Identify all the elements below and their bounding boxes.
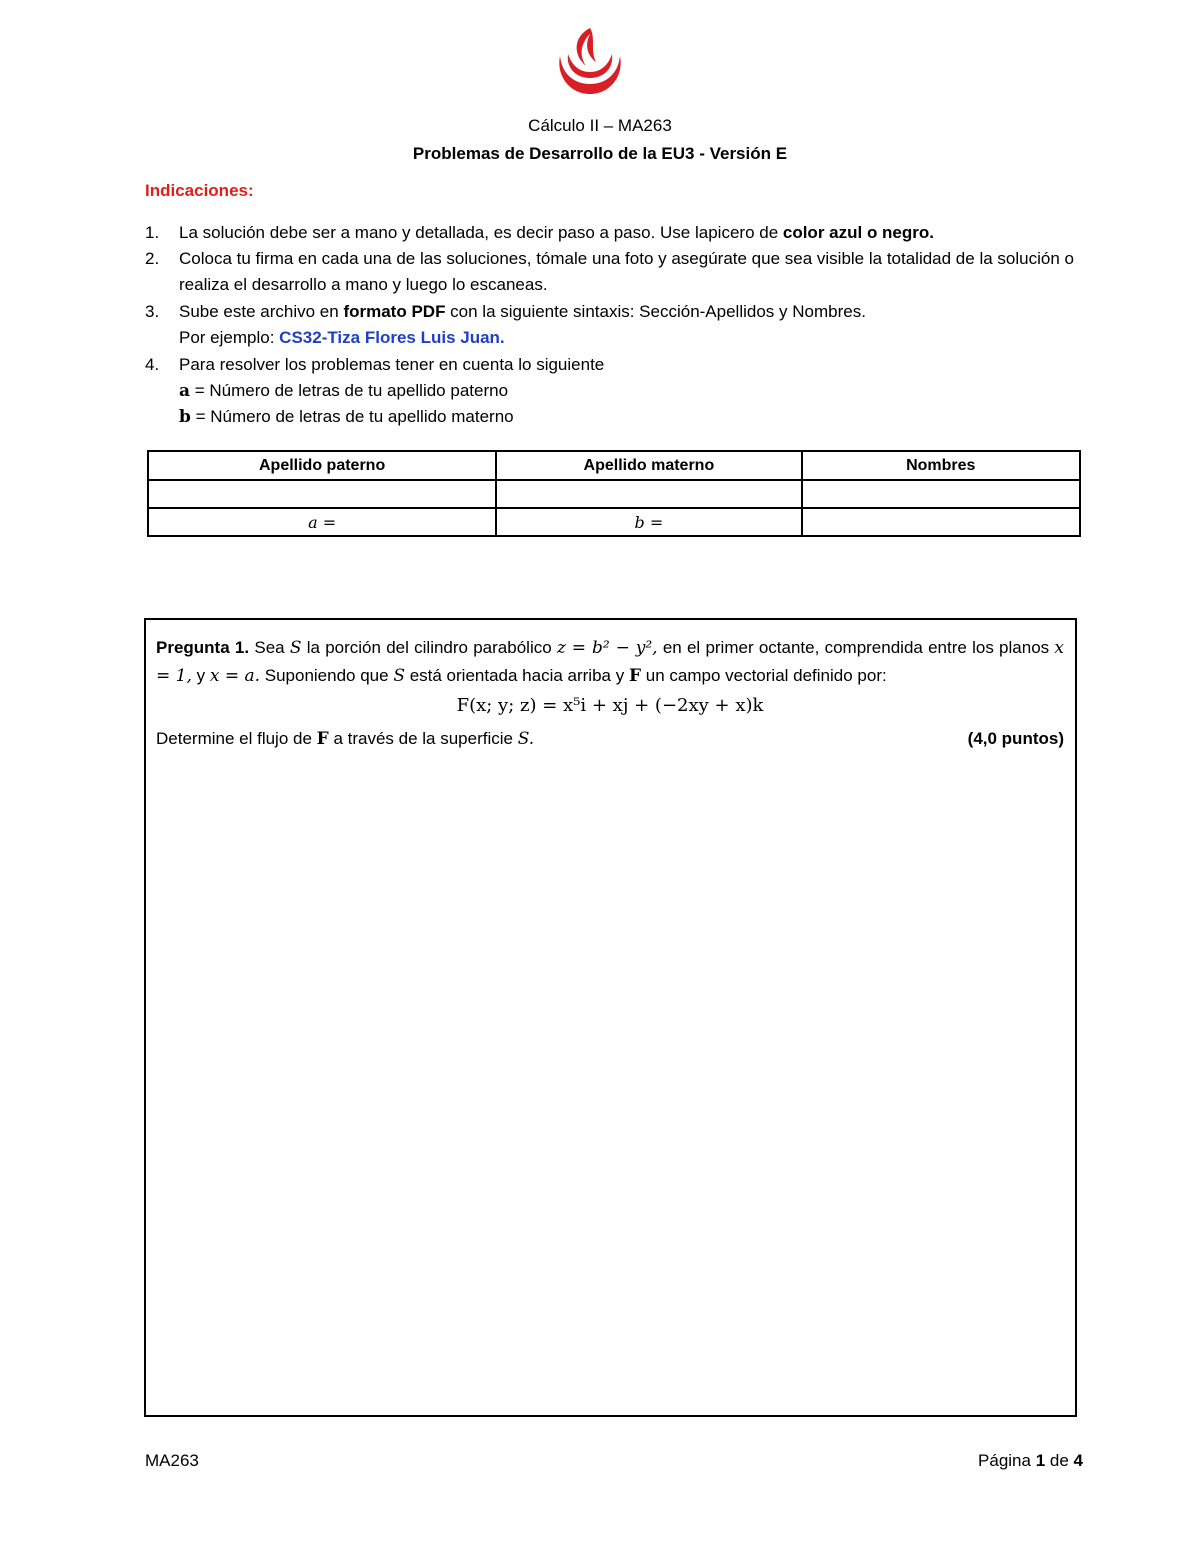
points-label: (4,0 puntos)	[967, 729, 1064, 748]
of-label: de	[1045, 1451, 1074, 1470]
apellido-paterno-field[interactable]	[148, 480, 496, 508]
item-bold-text: formato PDF	[343, 302, 446, 321]
footer-course-code: MA263	[145, 1451, 199, 1470]
table-header-row	[148, 451, 1080, 480]
b-value-field[interactable]: b =	[496, 508, 801, 536]
item-number: 3.	[145, 302, 160, 321]
footer-page-number	[978, 1451, 1083, 1471]
example-value: CS32-Tiza Flores Luis Juan.	[279, 328, 505, 347]
item-number: 1.	[145, 223, 160, 242]
question-fragment: Determine el flujo de	[156, 729, 317, 748]
question-fragment: Sea	[249, 638, 290, 657]
var-b-text: = Número de letras de tu apellido materno	[190, 407, 514, 426]
item-text: La solución debe ser a mano y detallada, es decir paso a paso. Use lapicero de	[179, 223, 783, 242]
header-apellido-materno: Apellido materno	[496, 451, 801, 480]
example-label: Por ejemplo:	[179, 328, 280, 347]
item-text: Coloca tu firma en cada una de las soluciones, tómale una foto y asegúrate que sea visible la totalidad de la solución o realiza el desarrollo a mano y luego lo escaneas.	[179, 249, 1074, 294]
var-b: b	[179, 407, 191, 427]
item-text-rest: con la siguiente sintaxis: Sección-Apellidos y Nombres.	[445, 302, 866, 321]
question-fragment: Suponiendo que	[260, 666, 394, 685]
question-box	[144, 618, 1077, 1417]
nombres-field[interactable]	[802, 480, 1080, 508]
table-row	[148, 480, 1080, 508]
question-fragment: a través de la superficie	[328, 729, 518, 748]
question-fragment: en el primer octante, comprendida entre los planos	[657, 638, 1055, 657]
student-info-table	[147, 450, 1081, 537]
item-number: 2.	[145, 249, 160, 268]
math-plane-a: x = a.	[209, 666, 261, 686]
math-f: F	[628, 666, 642, 686]
item-text: Para resolver los problemas tener en cuenta lo siguiente	[179, 355, 605, 374]
item-text: Sube este archivo en	[179, 302, 344, 321]
course-title: Cálculo II – MA263	[528, 116, 672, 135]
determine-line	[156, 725, 1064, 753]
question-label: Pregunta 1.	[156, 638, 250, 657]
math-f: F	[316, 729, 329, 749]
var-a: a	[179, 381, 191, 401]
question-fragment: y	[191, 666, 210, 685]
math-plane-1: x = 1,	[156, 638, 1064, 686]
header-nombres: Nombres	[802, 451, 1080, 480]
header-apellido-paterno: Apellido paterno	[148, 451, 496, 480]
upc-logo	[552, 26, 628, 98]
page-num: 1	[1035, 1451, 1046, 1470]
math-s: S.	[517, 729, 535, 749]
table-row	[148, 508, 1080, 536]
math-cylinder-eq: z = b² − y²,	[556, 638, 658, 658]
indications-heading: Indicaciones:	[145, 181, 254, 200]
question-fragment: un campo vectorial definido por:	[641, 666, 887, 685]
vector-field-formula: F(x; y; z) = x⁵i + xj + (−2xy + x)k	[456, 695, 764, 716]
var-a-text: = Número de letras de tu apellido paterno	[190, 381, 509, 400]
exam-subtitle: Problemas de Desarrollo de la EU3 - Versión E	[412, 144, 788, 163]
apellido-materno-field[interactable]	[496, 480, 801, 508]
math-s: S	[289, 638, 302, 658]
a-value-field[interactable]: a =	[148, 508, 496, 536]
item-bold-text: color azul o negro.	[782, 223, 934, 242]
question-text	[156, 634, 1064, 753]
question-fragment: la porción del cilindro parabólico	[301, 638, 557, 657]
math-s: S	[393, 666, 405, 686]
item-number: 4.	[145, 355, 160, 374]
empty-field[interactable]	[802, 508, 1080, 536]
page-label: Página	[978, 1451, 1036, 1470]
page-total: 4	[1073, 1451, 1083, 1470]
question-fragment: está orientada hacia arriba y	[404, 666, 629, 685]
